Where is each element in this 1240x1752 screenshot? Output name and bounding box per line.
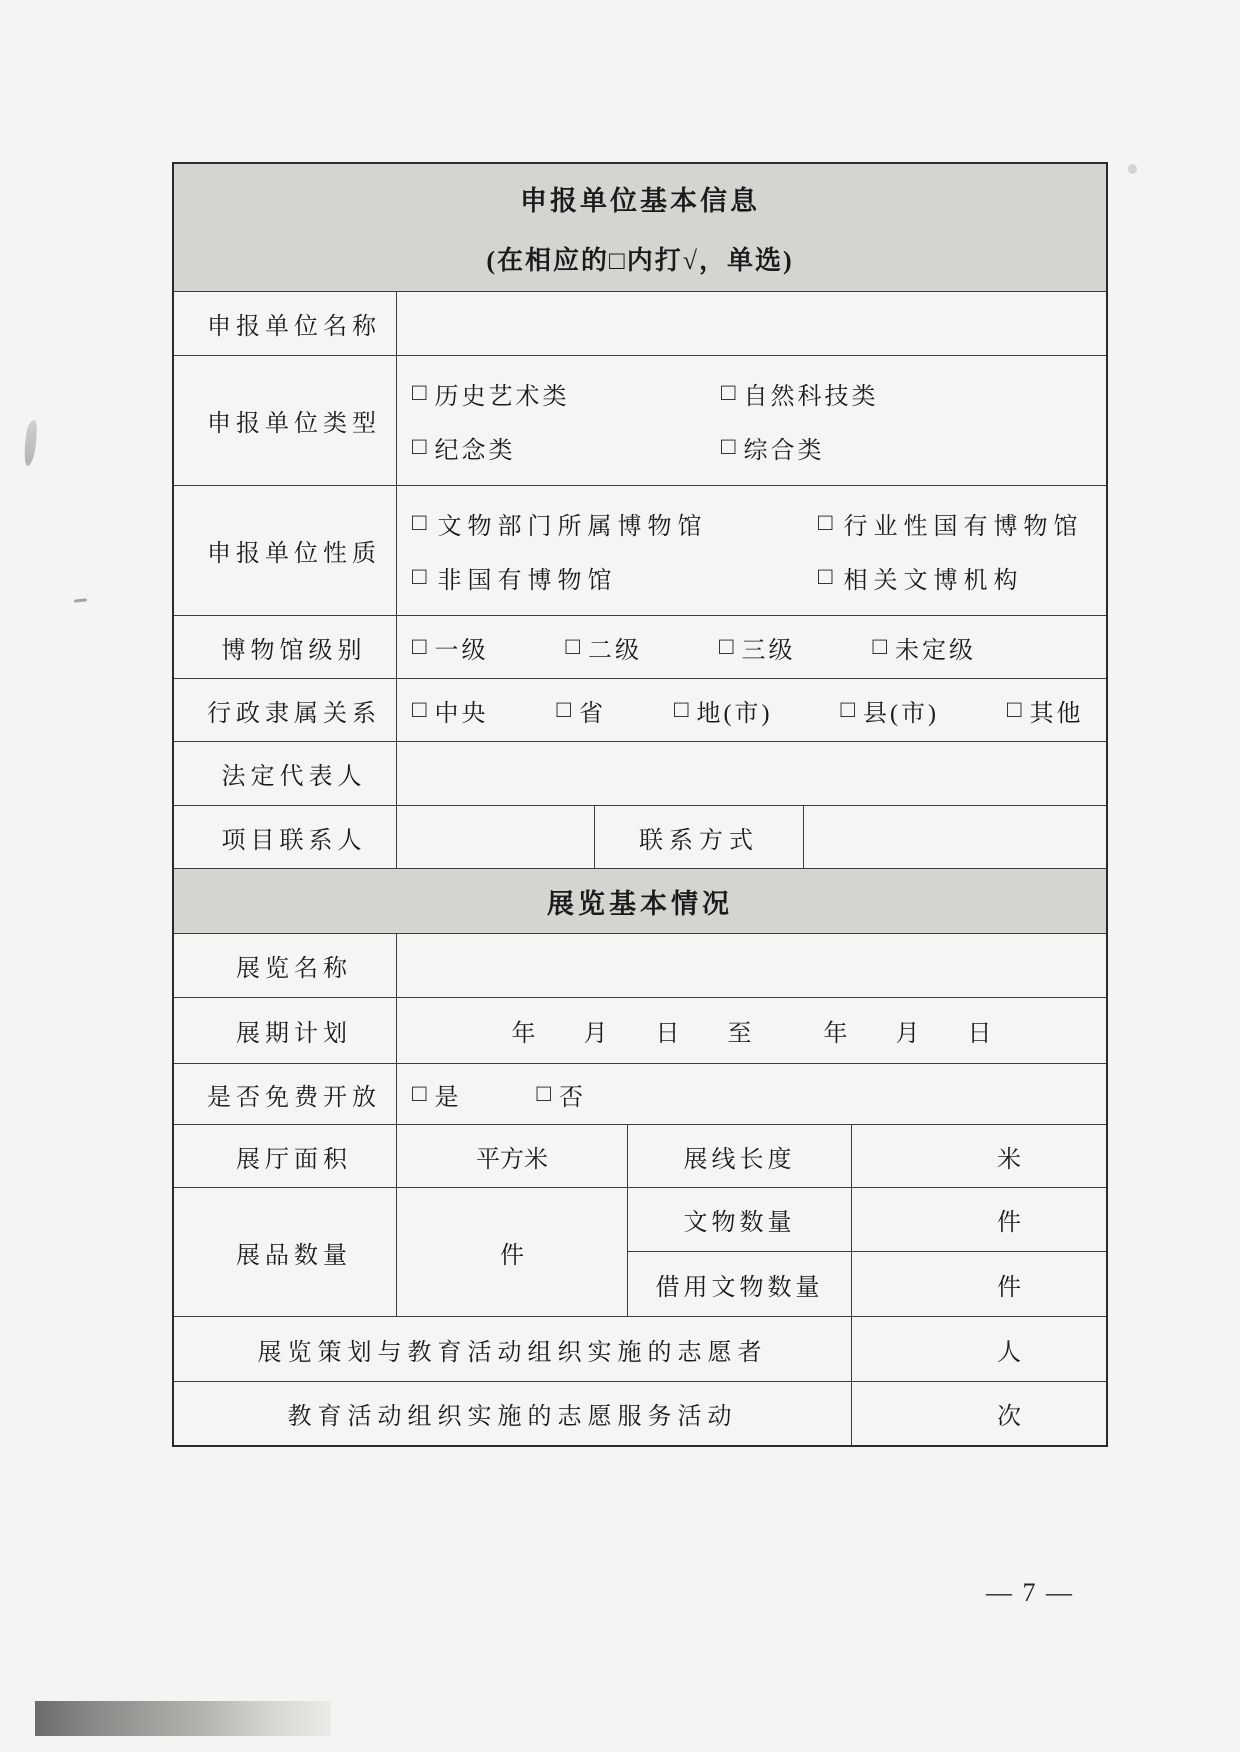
checkbox-option-comprehensive[interactable] — [721, 430, 825, 465]
exhibition-period-value-cell[interactable]: 年 月 日 至 年 月 日 — [511, 1021, 992, 1047]
borrowed-relic-count-label: 借用文物数量 — [628, 1252, 852, 1316]
option-label: 自然科技类 — [743, 383, 879, 410]
free-admission-label: 是否免费开放 — [174, 1064, 397, 1124]
borrowed-relic-count-unit-cell[interactable]: 件 — [997, 1274, 1023, 1301]
exhibit-count-unit-cell[interactable]: 件 — [397, 1188, 628, 1316]
exhibition-period-label: 展期计划 — [174, 998, 397, 1063]
relic-count-unit-cell[interactable]: 件 — [997, 1210, 1023, 1236]
checkbox-icon[interactable]: □ — [872, 633, 890, 660]
unit-name-value-cell[interactable] — [397, 292, 1106, 355]
unit-name-label: 申报单位名称 — [174, 292, 397, 355]
scan-dash-artifact — [74, 598, 87, 602]
checkbox-option-other[interactable] — [1007, 693, 1084, 728]
unit-type-options-line1 — [412, 376, 1106, 411]
project-contact-value-cell[interactable] — [397, 806, 595, 868]
checkbox-option-industry-state-museum[interactable] — [818, 506, 1084, 541]
checkbox-icon[interactable]: □ — [565, 633, 583, 660]
checkbox-option-related-institution[interactable] — [818, 560, 1024, 595]
relic-count-label: 文物数量 — [628, 1188, 852, 1251]
checkbox-icon[interactable]: □ — [412, 696, 430, 723]
option-label: 否 — [559, 1084, 586, 1111]
checkbox-option-history-art[interactable] — [412, 376, 721, 411]
checkbox-icon[interactable]: □ — [412, 633, 430, 660]
checkbox-icon[interactable]: □ — [536, 1080, 554, 1107]
option-label: 二级 — [588, 637, 642, 664]
hall-area-label: 展厅面积 — [174, 1125, 397, 1187]
option-label: 相关文博机构 — [843, 568, 1024, 595]
exhibition-name-value-cell[interactable] — [397, 934, 1106, 997]
contact-method-value-cell[interactable] — [804, 806, 1106, 868]
option-label: 纪念类 — [434, 438, 516, 465]
scan-gradient-bar-artifact — [35, 1701, 331, 1736]
admin-affiliation-options-cell — [397, 679, 1106, 741]
admin-affiliation-label: 行政隶属关系 — [174, 679, 397, 741]
unit-nature-options-line1 — [412, 506, 1106, 541]
option-label: 其他 — [1029, 700, 1084, 727]
unit-nature-label: 申报单位性质 — [174, 486, 397, 615]
option-label: 一级 — [434, 637, 489, 664]
volunteers-unit-cell[interactable]: 人 — [997, 1339, 1023, 1366]
checkbox-option-yes[interactable] — [412, 1077, 462, 1112]
option-label: 是 — [434, 1084, 462, 1111]
checkbox-icon[interactable]: □ — [719, 633, 737, 660]
relic-counts-subtable — [628, 1188, 1106, 1316]
checkbox-option-level-none[interactable] — [873, 630, 977, 665]
row-unit-type — [174, 356, 1106, 486]
row-project-contact — [174, 806, 1106, 869]
checkbox-option-cultural-dept-museum[interactable] — [412, 506, 818, 541]
checkbox-icon[interactable]: □ — [1006, 696, 1025, 723]
scan-dot-artifact — [1128, 164, 1137, 174]
unit-nature-options-cell — [397, 486, 1106, 615]
unit-type-label: 申报单位类型 — [174, 356, 397, 485]
project-contact-label: 项目联系人 — [174, 806, 397, 868]
application-form-table — [172, 162, 1108, 1447]
checkbox-icon[interactable]: □ — [818, 564, 839, 591]
option-label: 三级 — [741, 637, 796, 664]
museum-level-options-cell — [397, 616, 1106, 678]
option-label: 中央 — [434, 700, 489, 727]
row-volunteer-activities — [174, 1382, 1106, 1445]
checkbox-icon[interactable]: □ — [818, 509, 839, 536]
checkbox-option-county[interactable] — [840, 693, 938, 728]
row-free-admission — [174, 1064, 1106, 1125]
checkbox-option-memorial[interactable] — [412, 430, 721, 465]
exhibition-name-label: 展览名称 — [174, 934, 397, 997]
row-museum-level — [174, 616, 1106, 679]
option-label: 综合类 — [743, 438, 825, 465]
row-exhibition-name — [174, 934, 1106, 998]
row-hall-area — [174, 1125, 1106, 1188]
checkbox-option-no[interactable] — [537, 1077, 587, 1112]
checkbox-icon[interactable]: □ — [412, 379, 430, 406]
contact-method-label: 联系方式 — [595, 806, 804, 868]
option-label: 非国有博物馆 — [437, 568, 618, 595]
option-label: 县(市) — [862, 700, 939, 727]
checkbox-icon[interactable]: □ — [412, 1080, 430, 1107]
option-label: 省 — [579, 700, 606, 727]
row-unit-name — [174, 292, 1106, 356]
section-header-exhibition-info — [174, 869, 1106, 934]
legal-rep-value-cell[interactable] — [397, 742, 1106, 805]
volunteer-activities-unit-cell[interactable]: 次 — [997, 1404, 1023, 1430]
checkbox-icon[interactable]: □ — [721, 379, 739, 406]
checkbox-option-natural-science[interactable] — [721, 376, 879, 411]
free-admission-options-cell — [397, 1064, 1106, 1124]
volunteer-activities-label: 教育活动组织实施的志愿服务活动 — [174, 1382, 852, 1445]
hall-area-unit-cell[interactable]: 平方米 — [397, 1125, 628, 1187]
checkbox-icon[interactable]: □ — [674, 696, 692, 723]
row-exhibit-count — [174, 1188, 1106, 1317]
checkbox-option-level-2[interactable] — [566, 630, 643, 665]
checkbox-option-level-3[interactable] — [719, 630, 796, 665]
row-relic-count — [628, 1188, 1106, 1252]
row-legal-rep — [174, 742, 1106, 806]
page-number: — 7 — — [986, 1578, 1074, 1607]
scan-smudge-artifact — [22, 419, 39, 466]
option-label: 地(市) — [696, 700, 773, 727]
row-unit-nature — [174, 486, 1106, 616]
checkbox-icon[interactable]: □ — [840, 696, 858, 723]
checkbox-option-province[interactable] — [557, 693, 607, 728]
exhibit-count-label: 展品数量 — [174, 1188, 397, 1316]
section1-title: 申报单位基本信息 — [520, 185, 760, 216]
option-label: 文物部门所属博物馆 — [437, 513, 708, 540]
row-exhibition-period — [174, 998, 1106, 1064]
option-label: 未定级 — [895, 637, 976, 664]
section1-subtitle: (在相应的□内打√，单选) — [486, 245, 794, 275]
museum-level-label: 博物馆级别 — [174, 616, 397, 678]
checkbox-option-central[interactable] — [412, 693, 489, 728]
line-length-unit-cell[interactable]: 米 — [997, 1146, 1023, 1173]
row-volunteers — [174, 1317, 1106, 1382]
checkbox-option-non-state-museum[interactable] — [412, 560, 818, 595]
checkbox-option-prefecture[interactable] — [674, 693, 772, 728]
section2-title: 展览基本情况 — [547, 888, 733, 919]
row-borrowed-relic-count — [628, 1252, 1106, 1316]
unit-type-options-cell — [397, 356, 1106, 485]
checkbox-icon[interactable]: □ — [556, 696, 574, 723]
option-label: 行业性国有博物馆 — [843, 513, 1084, 540]
checkbox-icon[interactable]: □ — [412, 509, 433, 536]
option-label: 历史艺术类 — [434, 383, 570, 410]
legal-rep-label: 法定代表人 — [174, 742, 397, 805]
checkbox-option-level-1[interactable] — [412, 630, 489, 665]
section-header-unit-info — [174, 164, 1106, 292]
checkbox-icon[interactable]: □ — [412, 434, 430, 461]
checkbox-icon[interactable]: □ — [412, 564, 433, 591]
line-length-label: 展线长度 — [628, 1125, 852, 1187]
unit-type-options-line2 — [412, 430, 1106, 465]
unit-nature-options-line2 — [412, 560, 1106, 595]
volunteers-label: 展览策划与教育活动组织实施的志愿者 — [174, 1317, 852, 1381]
row-admin-affiliation — [174, 679, 1106, 742]
checkbox-icon[interactable]: □ — [721, 434, 739, 461]
